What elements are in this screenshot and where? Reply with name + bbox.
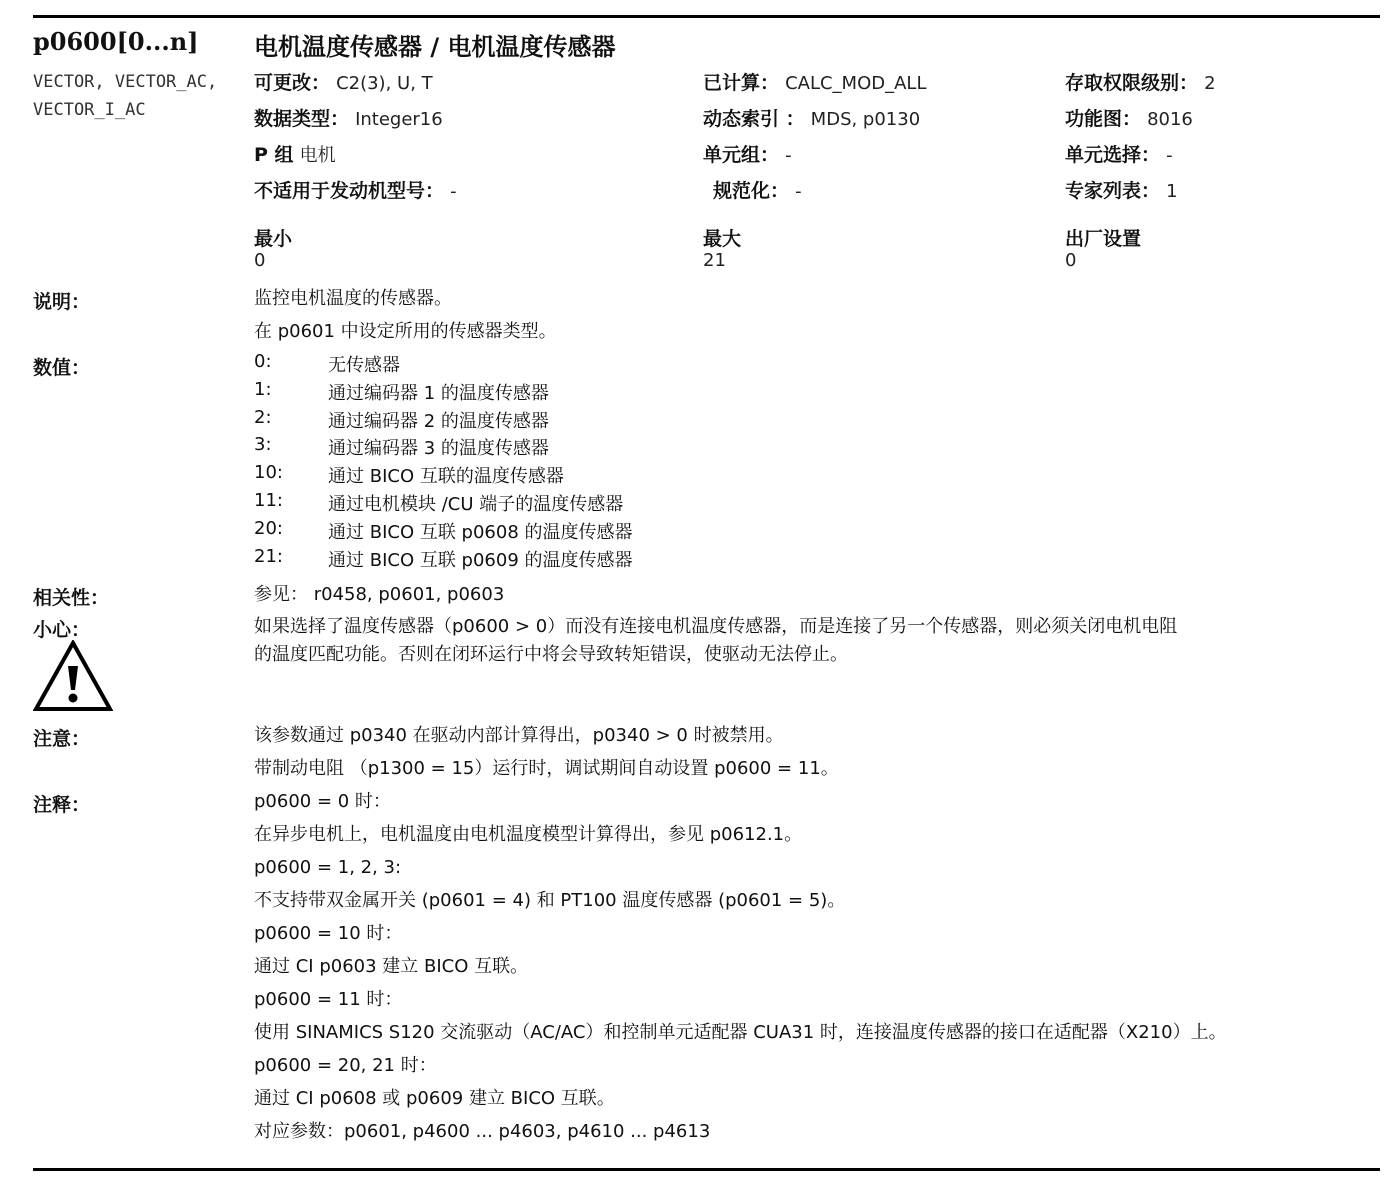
max-value: 21 — [703, 250, 726, 271]
drive-types — [33, 68, 217, 124]
remark-line: p0600 = 20, 21 时： — [254, 1055, 437, 1076]
value-number: 0: — [254, 351, 272, 372]
value-number: 1: — [254, 378, 272, 400]
values-list — [254, 351, 633, 573]
remark-line: 通过 CI p0608 或 p0609 建立 BICO 互联。 — [254, 1088, 615, 1109]
caution-text — [254, 613, 1177, 669]
values-label: 数值： — [33, 357, 91, 379]
caution-line: 的温度匹配功能。否则在闭环运行中将会导致转矩错误，使驱动无法停止。 — [254, 644, 848, 665]
value-text: 通过 BICO 互联 p0608 的温度传感器 — [328, 521, 633, 543]
p-group-label: P 组 — [254, 144, 294, 166]
value-text: 通过 BICO 互联 p0609 的温度传感器 — [328, 549, 633, 571]
unit-group-label: 单元组： — [703, 144, 780, 166]
caution-label: 小心： — [33, 619, 91, 641]
normalization-attr — [713, 176, 802, 203]
normalization-value: - — [795, 181, 802, 202]
bottom-rule — [33, 1168, 1380, 1171]
unit-selection-value: - — [1166, 145, 1173, 166]
value-text: 通过 BICO 互联的温度传感器 — [328, 466, 564, 488]
value-text: 通过编码器 3 的温度传感器 — [328, 438, 549, 460]
remark-line: p0600 = 11 时： — [254, 989, 403, 1010]
value-item — [254, 351, 633, 379]
description-line: 监控电机温度的传感器。 — [254, 288, 452, 309]
unit-selection-attr — [1065, 140, 1173, 167]
dependency-text: 参见： r0458, p0601, p0603 — [254, 584, 505, 605]
remark-line: p0600 = 1, 2, 3: — [254, 857, 402, 878]
changeable-label: 可更改： — [254, 72, 331, 94]
max-label: 最大 — [703, 228, 742, 250]
not-for-motor-value: - — [450, 181, 457, 202]
function-diagram-attr — [1065, 104, 1193, 131]
expert-list-value: 1 — [1166, 181, 1178, 202]
not-for-motor-label: 不适用于发动机型号： — [254, 180, 445, 202]
value-item — [254, 407, 633, 435]
top-rule — [33, 15, 1380, 18]
changeable-attr — [254, 68, 433, 95]
value-item — [254, 434, 633, 462]
expert-list-attr — [1065, 176, 1178, 203]
value-item — [254, 379, 633, 407]
expert-list-label: 专家列表： — [1065, 180, 1161, 202]
remark-line: 不支持带双金属开关 (p0601 = 4) 和 PT100 温度传感器 (p0601 = 5)。 — [254, 890, 846, 911]
p-group-attr — [254, 140, 336, 167]
parameter-title: 电机温度传感器 / 电机温度传感器 — [254, 33, 616, 61]
remark-line: 在异步电机上，电机温度由电机温度模型计算得出，参见 p0612.1。 — [254, 824, 803, 845]
value-text: 通过编码器 1 的温度传感器 — [328, 382, 549, 404]
function-diagram-label: 功能图： — [1065, 108, 1142, 130]
remark-line: 通过 CI p0603 建立 BICO 互联。 — [254, 956, 529, 977]
min-label: 最小 — [254, 228, 293, 250]
min-value: 0 — [254, 250, 266, 271]
remark-line: p0600 = 0 时： — [254, 791, 391, 812]
factory-setting-label: 出厂设置 — [1065, 228, 1142, 250]
value-number: 20: — [254, 517, 283, 539]
remark-line: p0600 = 10 时： — [254, 923, 403, 944]
parameter-code: p0600[0...n] — [33, 27, 199, 56]
calculated-attr — [703, 68, 926, 95]
value-text: 无传感器 — [328, 355, 400, 376]
value-item — [254, 490, 633, 518]
access-level-label: 存取权限级别： — [1065, 72, 1199, 94]
dynamic-index-value: MDS, p0130 — [810, 109, 921, 130]
remarks-text — [254, 785, 1227, 1148]
value-item — [254, 518, 633, 546]
remark-line: 对应参数：p0601, p4600 ... p4603, p4610 ... p4613 — [254, 1121, 711, 1142]
value-number: 21: — [254, 545, 283, 567]
value-item — [254, 546, 633, 574]
description-text — [254, 282, 557, 348]
value-number: 2: — [254, 406, 272, 428]
description-line: 在 p0601 中设定所用的传感器类型。 — [254, 321, 557, 342]
p-group-value: 电机 — [299, 145, 336, 166]
unit-group-value: - — [785, 145, 792, 166]
remarks-label: 注释： — [33, 794, 91, 816]
calculated-label: 已计算： — [703, 72, 780, 94]
dynamic-index-label: 动态索引 ： — [703, 108, 805, 130]
function-diagram-value: 8016 — [1147, 109, 1193, 130]
value-number: 11: — [254, 489, 283, 511]
value-text: 通过电机模块 /CU 端子的温度传感器 — [328, 493, 624, 515]
value-number: 10: — [254, 462, 283, 484]
data-type-attr — [254, 104, 443, 131]
access-level-attr — [1065, 68, 1216, 95]
not-for-motor-attr — [254, 176, 457, 203]
caution-line: 如果选择了温度传感器（p0600 > 0）而没有连接电机温度传感器，而是连接了另一个传感器，则必须关闭电机电阻 — [254, 616, 1178, 637]
dynamic-index-attr — [703, 104, 920, 131]
value-text: 通过编码器 2 的温度传感器 — [328, 410, 549, 432]
changeable-value: C2(3), U, T — [336, 73, 433, 94]
description-label: 说明： — [33, 291, 91, 313]
value-number: 3: — [254, 434, 272, 456]
unit-selection-label: 单元选择： — [1065, 144, 1161, 166]
notice-line: 该参数通过 p0340 在驱动内部计算得出，p0340 > 0 时被禁用。 — [254, 725, 784, 746]
dependency-label: 相关性： — [33, 587, 110, 609]
data-type-value: Integer16 — [355, 109, 443, 130]
remark-line: 使用 SINAMICS S120 交流驱动（AC/AC）和控制单元适配器 CUA31 时，连接温度传感器的接口在适配器（X210）上。 — [254, 1022, 1227, 1043]
value-item — [254, 462, 633, 490]
factory-setting-value: 0 — [1065, 250, 1077, 271]
notice-text — [254, 719, 839, 785]
unit-group-attr — [703, 140, 792, 167]
warning-triangle-icon — [33, 640, 113, 712]
notice-line: 带制动电阻 （p1300 = 15）运行时，调试期间自动设置 p0600 = 11。 — [254, 758, 839, 779]
notice-label: 注意： — [33, 728, 91, 750]
drive-type-line: VECTOR, VECTOR_AC, — [33, 72, 218, 92]
normalization-label: 规范化： — [713, 180, 790, 202]
data-type-label: 数据类型： — [254, 108, 350, 130]
drive-type-line: VECTOR_I_AC — [33, 100, 146, 120]
calculated-value: CALC_MOD_ALL — [785, 73, 927, 94]
access-level-value: 2 — [1204, 73, 1216, 94]
